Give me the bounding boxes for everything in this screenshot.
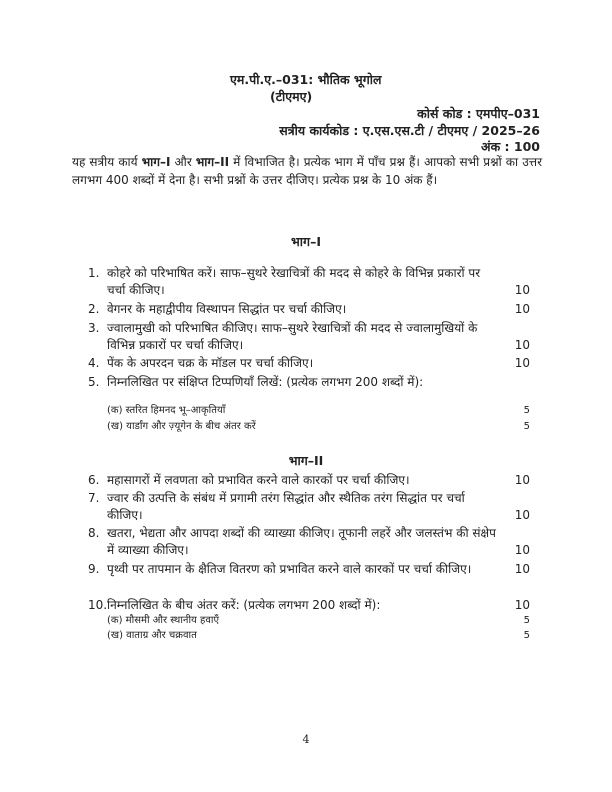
subquestion-text: (क) मौसमी और स्थानीय हवाएँ	[107, 615, 220, 626]
intro-text-3: में विभाजित है। प्रत्येक भाग में पाँच प्रश्न हैं। आपको सभी प्रश्नों का उत्तर लगभग 400 शब्दों में देना है। सभी प्रश्नों के उत्तर दीजिए। प्रत्येक प्रश्न के 10 अंक हैं।	[72, 155, 542, 187]
question-text: निम्नलिखित के बीच अंतर करें: (प्रत्येक लगभग 200 शब्दों में):	[107, 598, 381, 612]
intro-part2-label: भाग–II	[195, 155, 230, 169]
question-number: 3.	[88, 321, 100, 335]
question-marks: 10	[514, 598, 530, 612]
question-6	[88, 472, 540, 489]
question-text: खतरा, भेद्यता और आपदा शब्दों की व्याख्या कीजिए। तूफानी लहरें और जलस्तंभ की संक्षेप में व्याख्या कीजिए।	[107, 526, 496, 557]
question-marks: 10	[514, 356, 530, 370]
question-text: पेंक के अपरदन चक्र के मॉडल पर चर्चा कीजिए।	[107, 356, 314, 370]
question-marks: 10	[514, 542, 530, 557]
question-7	[88, 490, 540, 523]
question-marks: 10	[514, 282, 530, 297]
question-marks: 10	[514, 562, 530, 576]
instructions-paragraph	[72, 154, 542, 189]
question-number: 6.	[88, 473, 100, 487]
question-1	[88, 265, 540, 298]
question-5	[88, 374, 540, 391]
question-number: 2.	[88, 302, 100, 316]
question-text: ज्वार की उत्पत्ति के संबंध में प्रगामी तरंग सिद्धांत और स्थैतिक तरंग सिद्धांत पर चर्चा कीजिए।	[107, 491, 465, 522]
subquestion-10a	[107, 614, 540, 628]
question-marks: 10	[514, 507, 530, 522]
question-3	[88, 320, 540, 353]
question-text: महासागरों में लवणता को प्रभावित करने वाले कारकों पर चर्चा कीजिए।	[107, 473, 410, 487]
document-subtitle: (टीएमए)	[270, 89, 313, 104]
subquestion-text: (ख) यार्डांग और ज़्यूगेन के बीच अंतर करें	[107, 421, 256, 432]
subquestion-text: (क) स्तरित हिमनद भू–आकृतियाँ	[107, 405, 226, 416]
page-number: 4	[302, 733, 310, 746]
intro-text-2: और	[170, 155, 196, 169]
question-marks: 10	[514, 473, 530, 487]
question-text: ज्वालामुखी को परिभाषित कीजिए। साफ–सुथरे रेखाचित्रों की मदद से ज्वालामुखियों के विभिन्न प्रकारों पर चर्चा कीजिए।	[107, 321, 478, 352]
question-number: 1.	[88, 266, 100, 280]
part2-heading: भाग–II	[288, 453, 324, 468]
subquestion-10b	[107, 629, 540, 643]
question-10	[88, 597, 540, 614]
document-title: एम.पी.ए.–031: भौतिक भूगोल	[230, 72, 382, 87]
question-2	[88, 301, 540, 318]
question-marks: 10	[514, 337, 530, 352]
question-text: निम्नलिखित पर संक्षिप्त टिप्पणियाँ लिखें: (प्रत्येक लगभग 200 शब्दों में):	[107, 375, 424, 389]
subquestion-marks: 5	[523, 615, 530, 626]
question-number: 10.	[88, 598, 108, 612]
question-9	[88, 561, 540, 578]
intro-text-1: यह सत्रीय कार्य	[72, 155, 142, 169]
course-code: कोर्स कोड : एमपीए–031	[417, 106, 540, 121]
question-text: कोहरे को परिभाषित करें। साफ–सुथरे रेखाचित्रों की मदद से कोहरे के विभिन्न प्रकारों पर चर्चा कीजिए।	[107, 266, 481, 297]
question-number: 4.	[88, 356, 100, 370]
subquestion-marks: 5	[523, 630, 530, 641]
subquestion-5b	[107, 420, 540, 434]
question-text: वेगनर के महाद्वीपीय विस्थापन सिद्धांत पर चर्चा कीजिए।	[107, 302, 347, 316]
question-number: 5.	[88, 375, 100, 389]
total-marks: अंक : 100	[481, 139, 540, 154]
question-4	[88, 355, 540, 372]
question-number: 8.	[88, 526, 100, 540]
question-8	[88, 525, 540, 558]
subquestion-marks: 5	[523, 405, 530, 416]
assignment-code: सत्रीय कार्यकोड : ए.एस.एस.टी / टीएमए / 2025–26	[279, 123, 540, 138]
subquestion-5a	[107, 404, 540, 418]
question-number: 9.	[88, 562, 100, 576]
question-marks: 10	[514, 302, 530, 316]
subquestion-marks: 5	[523, 421, 530, 432]
intro-part1-label: भाग–I	[141, 155, 171, 169]
subquestion-text: (ख) वाताग्र और चक्रवात	[107, 630, 197, 641]
question-number: 7.	[88, 491, 100, 505]
question-text: पृथ्वी पर तापमान के क्षैतिज वितरण को प्रभावित करने वाले कारकों पर चर्चा कीजिए।	[107, 562, 472, 576]
part1-heading: भाग–I	[291, 234, 321, 249]
